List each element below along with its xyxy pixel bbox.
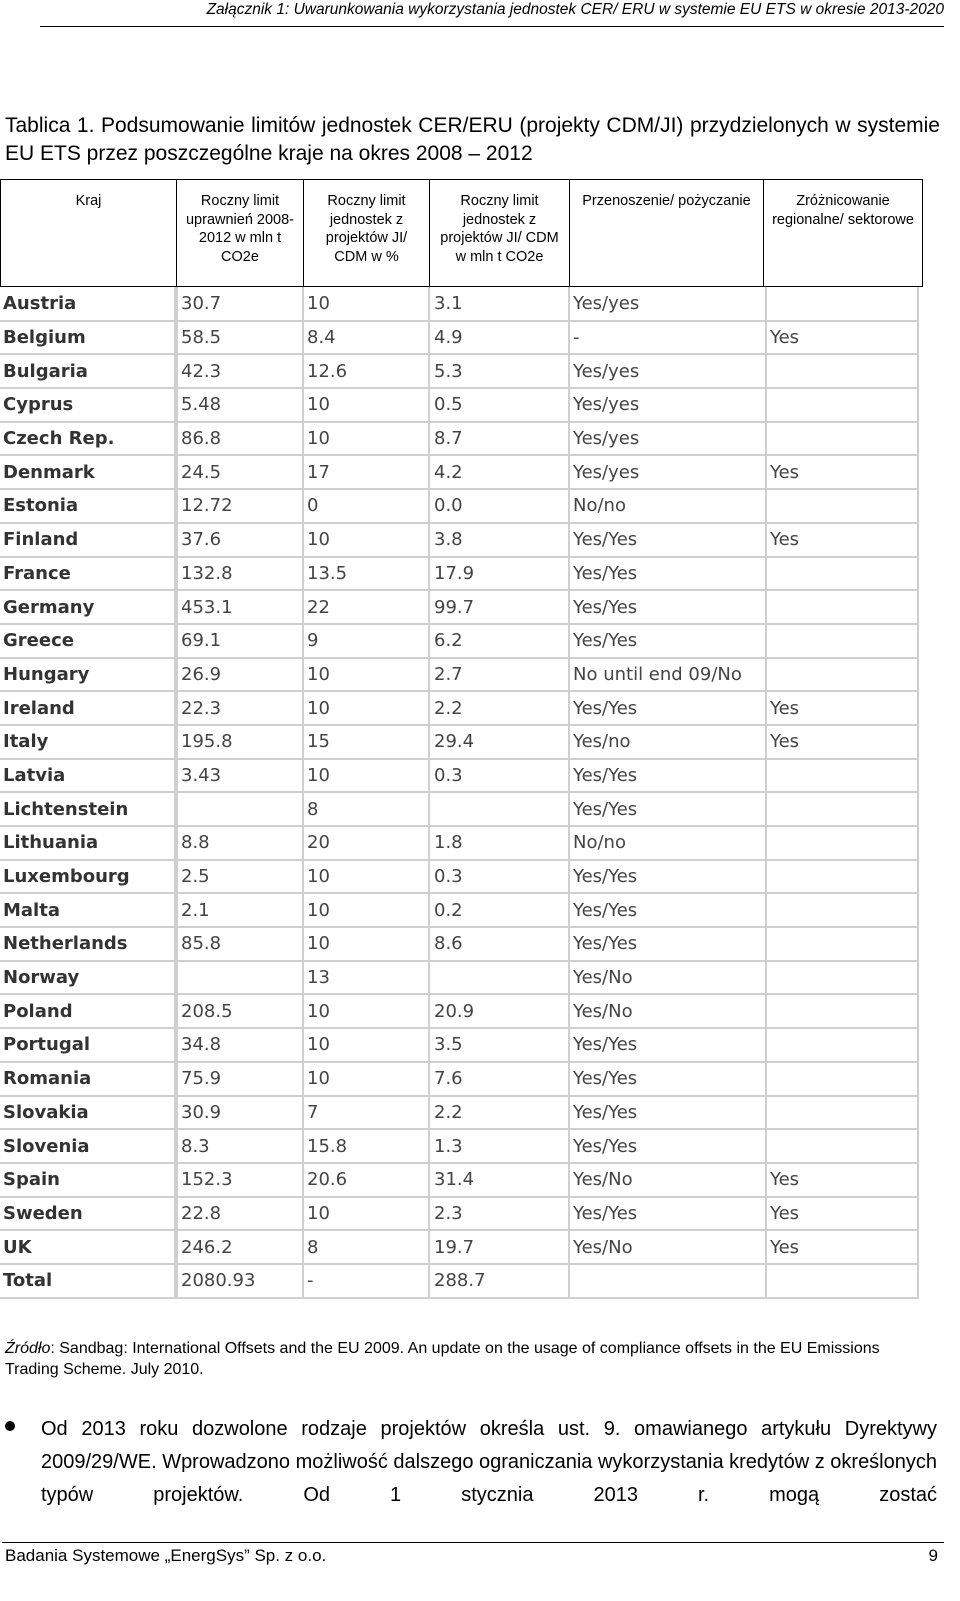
cell-country: Greece (0, 624, 176, 658)
cell-limit-percent: 8 (303, 1230, 429, 1264)
cell-regional-sectoral (766, 1062, 918, 1096)
cell-country: Sweden (0, 1197, 176, 1231)
cell-regional-sectoral (766, 961, 918, 995)
cell-regional-sectoral (766, 354, 918, 388)
cell-country: Slovenia (0, 1129, 176, 1163)
table-row (0, 388, 918, 422)
cell-limit-percent: 10 (303, 927, 429, 961)
cell-limit-percent: 9 (303, 624, 429, 658)
cell-regional-sectoral (766, 388, 918, 422)
running-header: Załącznik 1: Uwarunkowania wykorzystania jednostek CER/ ERU w systemie EU ETS w okresie 2013-2020 (40, 0, 944, 27)
table-row (0, 1197, 918, 1231)
cell-banking-borrowing: Yes/Yes (569, 860, 766, 894)
cell-annual-allowance: 86.8 (176, 422, 303, 456)
cell-regional-sectoral (766, 826, 918, 860)
cell-annual-allowance (176, 792, 303, 826)
cell-annual-allowance: 8.3 (176, 1129, 303, 1163)
table-row (0, 1062, 918, 1096)
cell-banking-borrowing: Yes/Yes (569, 1062, 766, 1096)
table-row (0, 927, 918, 961)
cell-limit-percent: - (303, 1264, 429, 1298)
cell-regional-sectoral (766, 489, 918, 523)
cell-limit-percent: 15 (303, 725, 429, 759)
cell-annual-allowance: 132.8 (176, 557, 303, 591)
table-row (0, 624, 918, 658)
cell-regional-sectoral (766, 624, 918, 658)
table-row (0, 826, 918, 860)
header-limit-percent: Roczny limit jednostek z projektów JI/ CDM w % (304, 180, 430, 287)
table-row (0, 523, 918, 557)
cell-banking-borrowing: Yes/yes (569, 287, 766, 321)
cell-country: Slovakia (0, 1096, 176, 1130)
cell-country: Austria (0, 287, 176, 321)
table-row (0, 321, 918, 355)
cell-regional-sectoral (766, 792, 918, 826)
cell-annual-allowance: 42.3 (176, 354, 303, 388)
cell-regional-sectoral (766, 1129, 918, 1163)
cell-country: Belgium (0, 321, 176, 355)
cell-limit-mt: 2.2 (429, 691, 569, 725)
cell-banking-borrowing: Yes/Yes (569, 1129, 766, 1163)
cell-annual-allowance: 5.48 (176, 388, 303, 422)
cell-limit-mt: 99.7 (429, 590, 569, 624)
cell-country: Czech Rep. (0, 422, 176, 456)
cell-annual-allowance: 453.1 (176, 590, 303, 624)
header-regional-sectoral: Zróżnicowanie regionalne/ sektorowe (764, 180, 923, 287)
cell-annual-allowance: 75.9 (176, 1062, 303, 1096)
table-row (0, 994, 918, 1028)
cell-limit-percent: 10 (303, 1062, 429, 1096)
cell-banking-borrowing: Yes/No (569, 1230, 766, 1264)
cell-regional-sectoral (766, 860, 918, 894)
cell-regional-sectoral: Yes (766, 455, 918, 489)
cell-regional-sectoral: Yes (766, 1197, 918, 1231)
cell-annual-allowance: 22.3 (176, 691, 303, 725)
cell-banking-borrowing: Yes/yes (569, 388, 766, 422)
page-footer (5, 1545, 938, 1567)
cell-country: Romania (0, 1062, 176, 1096)
table-row (0, 557, 918, 591)
cell-limit-percent: 10 (303, 1197, 429, 1231)
bullet-icon (5, 1421, 15, 1431)
header-banking-borrowing: Przenoszenie/ pożyczanie (570, 180, 764, 287)
cell-country: Malta (0, 893, 176, 927)
cell-limit-percent: 10 (303, 287, 429, 321)
cell-annual-allowance: 2.1 (176, 893, 303, 927)
table-row (0, 860, 918, 894)
cell-annual-allowance: 37.6 (176, 523, 303, 557)
cell-country: France (0, 557, 176, 591)
cell-banking-borrowing: Yes/Yes (569, 691, 766, 725)
cell-banking-borrowing: Yes/No (569, 1163, 766, 1197)
cell-limit-mt: 8.6 (429, 927, 569, 961)
cell-regional-sectoral: Yes (766, 1230, 918, 1264)
header-limit-mt: Roczny limit jednostek z projektów JI/ CDM w mln t CO2e (430, 180, 570, 287)
cell-limit-percent: 13 (303, 961, 429, 995)
cell-regional-sectoral (766, 658, 918, 692)
header-annual-allowance: Roczny limit uprawnień 2008-2012 w mln t CO2e (177, 180, 304, 287)
cell-country: Bulgaria (0, 354, 176, 388)
cell-banking-borrowing: No until end 09/No (569, 658, 766, 692)
table-row (0, 893, 918, 927)
cell-banking-borrowing: Yes/yes (569, 455, 766, 489)
table-row (0, 691, 918, 725)
bullet-paragraph (5, 1413, 937, 1513)
cell-banking-borrowing: Yes/Yes (569, 557, 766, 591)
cell-limit-percent: 10 (303, 994, 429, 1028)
cell-country: Finland (0, 523, 176, 557)
table-row (0, 759, 918, 793)
cell-limit-percent: 10 (303, 893, 429, 927)
cell-limit-percent: 15.8 (303, 1129, 429, 1163)
cell-limit-percent: 7 (303, 1096, 429, 1130)
table-row (0, 422, 918, 456)
cell-country: Denmark (0, 455, 176, 489)
cell-banking-borrowing: Yes/Yes (569, 1028, 766, 1062)
cell-country: Lichtenstein (0, 792, 176, 826)
cell-annual-allowance: 22.8 (176, 1197, 303, 1231)
cell-limit-mt: 1.8 (429, 826, 569, 860)
cell-regional-sectoral (766, 287, 918, 321)
cell-annual-allowance: 30.7 (176, 287, 303, 321)
cell-limit-percent: 0 (303, 489, 429, 523)
cell-country: Cyprus (0, 388, 176, 422)
cell-limit-mt: 20.9 (429, 994, 569, 1028)
source-note (5, 1338, 935, 1380)
cell-limit-mt: 8.7 (429, 422, 569, 456)
cell-regional-sectoral: Yes (766, 691, 918, 725)
cell-country: Portugal (0, 1028, 176, 1062)
cell-banking-borrowing: Yes/Yes (569, 893, 766, 927)
footer-divider (2, 1542, 944, 1543)
cell-annual-allowance: 3.43 (176, 759, 303, 793)
cell-limit-mt: 2.7 (429, 658, 569, 692)
cell-limit-mt: 31.4 (429, 1163, 569, 1197)
cell-annual-allowance: 58.5 (176, 321, 303, 355)
cell-banking-borrowing: No/no (569, 489, 766, 523)
cell-limit-percent: 20 (303, 826, 429, 860)
cell-banking-borrowing: Yes/Yes (569, 590, 766, 624)
cell-limit-percent: 10 (303, 388, 429, 422)
cell-banking-borrowing: Yes/Yes (569, 759, 766, 793)
cell-country: Hungary (0, 658, 176, 692)
cell-limit-mt: 5.3 (429, 354, 569, 388)
cell-annual-allowance: 30.9 (176, 1096, 303, 1130)
cell-annual-allowance: 26.9 (176, 658, 303, 692)
cell-annual-allowance: 12.72 (176, 489, 303, 523)
cell-country: Total (0, 1264, 176, 1298)
cell-regional-sectoral (766, 1028, 918, 1062)
cell-banking-borrowing: Yes/Yes (569, 1096, 766, 1130)
table-row (0, 961, 918, 995)
cell-limit-percent: 10 (303, 860, 429, 894)
cell-annual-allowance: 246.2 (176, 1230, 303, 1264)
table-body (0, 287, 918, 1298)
cell-annual-allowance: 85.8 (176, 927, 303, 961)
cell-annual-allowance: 195.8 (176, 725, 303, 759)
table-row (0, 455, 918, 489)
cell-annual-allowance: 24.5 (176, 455, 303, 489)
cell-limit-percent: 8.4 (303, 321, 429, 355)
cell-regional-sectoral (766, 759, 918, 793)
table-row (0, 590, 918, 624)
cell-limit-percent: 22 (303, 590, 429, 624)
cell-country: Luxembourg (0, 860, 176, 894)
cell-regional-sectoral (766, 590, 918, 624)
cell-limit-mt: 6.2 (429, 624, 569, 658)
cell-regional-sectoral (766, 422, 918, 456)
cell-regional-sectoral (766, 893, 918, 927)
cell-regional-sectoral (766, 1096, 918, 1130)
cell-country: Poland (0, 994, 176, 1028)
cell-regional-sectoral: Yes (766, 321, 918, 355)
cell-regional-sectoral (766, 927, 918, 961)
cell-limit-mt: 2.2 (429, 1096, 569, 1130)
cell-country: Spain (0, 1163, 176, 1197)
cell-limit-mt: 0.0 (429, 489, 569, 523)
cell-country: Italy (0, 725, 176, 759)
cell-country: UK (0, 1230, 176, 1264)
cell-limit-mt: 3.8 (429, 523, 569, 557)
cell-limit-mt: 0.5 (429, 388, 569, 422)
table-caption: Tablica 1. Podsumowanie limitów jednostek CER/ERU (projekty CDM/JI) przydzielonych w systemie EU ETS przez poszczególne kraje na okres 2008 – 2012 (5, 114, 940, 165)
cell-regional-sectoral: Yes (766, 523, 918, 557)
table-row (0, 658, 918, 692)
cell-annual-allowance: 69.1 (176, 624, 303, 658)
cell-annual-allowance (176, 961, 303, 995)
cell-annual-allowance: 8.8 (176, 826, 303, 860)
table-row (0, 1129, 918, 1163)
cell-country: Ireland (0, 691, 176, 725)
table-row (0, 792, 918, 826)
cell-banking-borrowing: Yes/Yes (569, 624, 766, 658)
table-row (0, 1264, 918, 1298)
cell-country: Latvia (0, 759, 176, 793)
cell-limit-mt: 0.2 (429, 893, 569, 927)
cell-limit-mt: 288.7 (429, 1264, 569, 1298)
page-number: 9 (928, 1546, 938, 1565)
cell-limit-mt: 29.4 (429, 725, 569, 759)
table-row (0, 725, 918, 759)
cell-limit-mt: 3.1 (429, 287, 569, 321)
cell-limit-mt: 4.2 (429, 455, 569, 489)
cell-banking-borrowing: Yes/yes (569, 354, 766, 388)
table-row (0, 1230, 918, 1264)
data-table (0, 287, 919, 1299)
cell-limit-percent: 10 (303, 523, 429, 557)
cell-limit-percent: 12.6 (303, 354, 429, 388)
table-row (0, 1096, 918, 1130)
cell-limit-mt: 17.9 (429, 557, 569, 591)
cell-banking-borrowing: Yes/no (569, 725, 766, 759)
cell-limit-mt: 1.3 (429, 1129, 569, 1163)
cell-limit-percent: 10 (303, 1028, 429, 1062)
cell-country: Lithuania (0, 826, 176, 860)
cell-country: Germany (0, 590, 176, 624)
cell-limit-mt (429, 961, 569, 995)
cell-regional-sectoral (766, 994, 918, 1028)
cell-limit-percent: 20.6 (303, 1163, 429, 1197)
cell-annual-allowance: 2080.93 (176, 1264, 303, 1298)
table-header (0, 179, 923, 287)
cell-limit-percent: 10 (303, 691, 429, 725)
cell-regional-sectoral (766, 557, 918, 591)
cell-limit-mt: 2.3 (429, 1197, 569, 1231)
table-row (0, 1028, 918, 1062)
cell-limit-percent: 10 (303, 759, 429, 793)
cell-country: Netherlands (0, 927, 176, 961)
cell-limit-percent: 13.5 (303, 557, 429, 591)
cell-country: Norway (0, 961, 176, 995)
cell-limit-percent: 10 (303, 422, 429, 456)
cell-annual-allowance: 208.5 (176, 994, 303, 1028)
cell-annual-allowance: 152.3 (176, 1163, 303, 1197)
cell-regional-sectoral (766, 1264, 918, 1298)
bullet-text: Od 2013 roku dozwolone rodzaje projektów określa ust. 9. omawianego artykułu Dyrektywy 2009/29/WE. Wprowadzono możliwość dalszego ograniczania wykorzystania kredytów z określonych typów projektów. Od 1 stycznia 2013 r. mogą zostać (41, 1418, 937, 1506)
table-row (0, 354, 918, 388)
cell-limit-percent: 10 (303, 658, 429, 692)
cell-country: Estonia (0, 489, 176, 523)
cell-banking-borrowing: - (569, 321, 766, 355)
cell-regional-sectoral: Yes (766, 1163, 918, 1197)
footer-company: Badania Systemowe „EnergSys” Sp. z o.o. (5, 1546, 327, 1565)
cell-banking-borrowing (569, 1264, 766, 1298)
header-country: Kraj (1, 180, 177, 287)
cell-limit-mt (429, 792, 569, 826)
cell-banking-borrowing: Yes/Yes (569, 927, 766, 961)
cell-limit-percent: 17 (303, 455, 429, 489)
cell-limit-mt: 0.3 (429, 759, 569, 793)
cell-limit-mt: 3.5 (429, 1028, 569, 1062)
source-text: : Sandbag: International Offsets and the EU 2009. An update on the usage of compliance offsets in the EU Emissions Trading Scheme. July 2010. (5, 1340, 880, 1378)
cell-banking-borrowing: No/no (569, 826, 766, 860)
cell-banking-borrowing: Yes/Yes (569, 1197, 766, 1231)
cell-annual-allowance: 2.5 (176, 860, 303, 894)
cell-banking-borrowing: Yes/No (569, 994, 766, 1028)
table-row (0, 287, 918, 321)
cell-banking-borrowing: Yes/Yes (569, 792, 766, 826)
cell-banking-borrowing: Yes/Yes (569, 523, 766, 557)
cell-banking-borrowing: Yes/No (569, 961, 766, 995)
table-row (0, 1163, 918, 1197)
cell-limit-percent: 8 (303, 792, 429, 826)
cell-limit-mt: 7.6 (429, 1062, 569, 1096)
cell-limit-mt: 4.9 (429, 321, 569, 355)
cell-limit-mt: 0.3 (429, 860, 569, 894)
source-label: Źródło (5, 1340, 51, 1357)
table-row (0, 489, 918, 523)
cell-limit-mt: 19.7 (429, 1230, 569, 1264)
cell-banking-borrowing: Yes/yes (569, 422, 766, 456)
cell-annual-allowance: 34.8 (176, 1028, 303, 1062)
cell-regional-sectoral: Yes (766, 725, 918, 759)
